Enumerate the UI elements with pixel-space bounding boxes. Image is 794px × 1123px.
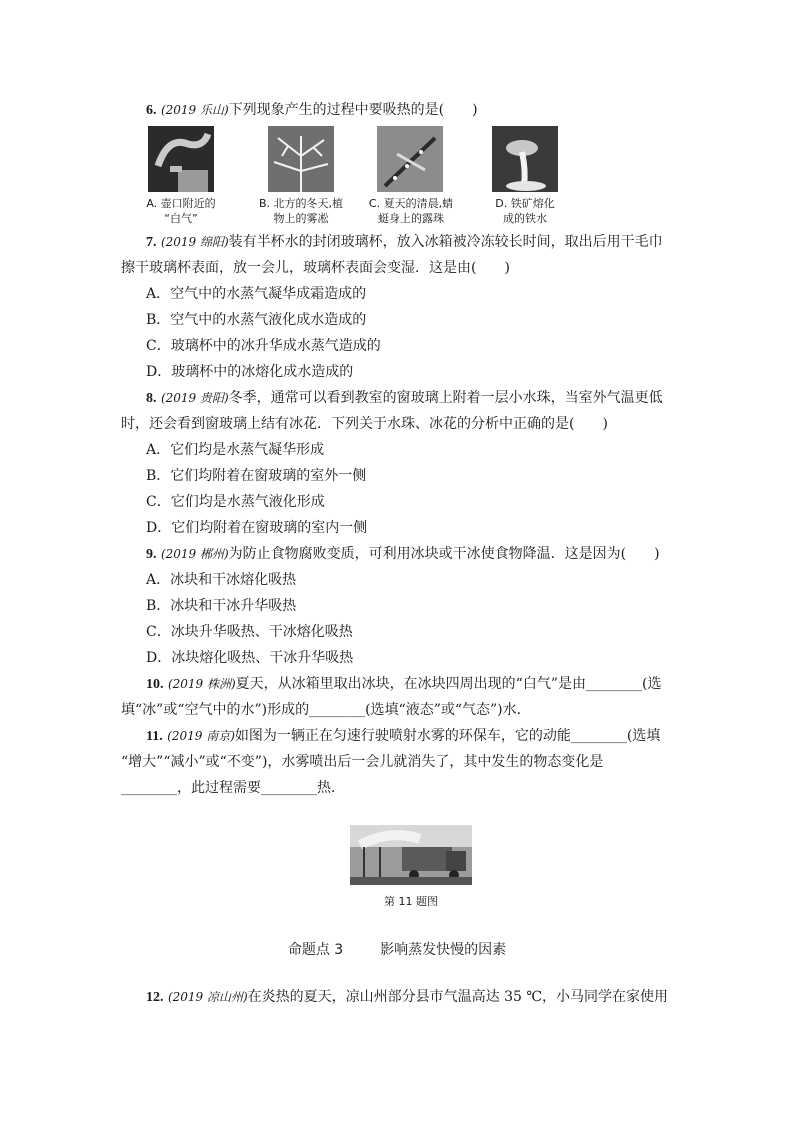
q6-option-d-caption bbox=[486, 196, 564, 226]
q6-option-a-line2: “白气” bbox=[164, 212, 198, 225]
q8-option-b: B．它们均附着在窗玻璃的室外一侧 bbox=[146, 468, 367, 484]
q12-text-line1: 在炎热的夏天，凉山州部分县市气温高达 35 ℃，小马同学在家使用 bbox=[247, 989, 669, 1005]
q7-source: (2019 绵阳) bbox=[160, 235, 229, 249]
q11-stem-line3: ________，此过程需要________热． bbox=[121, 780, 345, 796]
section-heading bbox=[0, 939, 794, 959]
q6-image-kettle-steam bbox=[148, 126, 214, 192]
q6-option-d-line2: 成的铁水 bbox=[503, 212, 547, 225]
q11-source: (2019 南京) bbox=[167, 729, 235, 743]
section-title: 影响蒸发快慢的因素 bbox=[380, 942, 507, 958]
q6-image-dragonfly-dew bbox=[377, 126, 443, 192]
q11-stem-line1 bbox=[146, 726, 660, 747]
q6-source: (2019 乐山) bbox=[160, 103, 229, 117]
q10-stem-line1 bbox=[146, 674, 661, 695]
q8-option-c: C．它们均是水蒸气液化形成 bbox=[146, 494, 325, 510]
q6-option-b-line2: 物上的雾凇 bbox=[273, 212, 329, 225]
q11-stem-line2: “增大”“减小”或“不变”)，水雾喷出后一会儿就消失了，其中发生的物态变化是 bbox=[121, 754, 604, 770]
q6-option-a-line1: A. 壶口附近的 bbox=[146, 197, 216, 210]
q11-image-spray-truck bbox=[350, 825, 472, 885]
q6-option-b-line1: B. 北方的冬天,植 bbox=[258, 197, 344, 210]
q7-option-a: A．空气中的水蒸气凝华成霜造成的 bbox=[146, 286, 367, 302]
q6-option-b-caption bbox=[252, 196, 350, 226]
q8-text-line1: 冬季，通常可以看到教室的窗玻璃上附着一层小水珠，当室外气温更低 bbox=[228, 390, 663, 406]
q6-image-molten-iron bbox=[492, 126, 558, 192]
q8-stem-line2: 时，还会看到窗玻璃上结有冰花．下列关于水珠、冰花的分析中正确的是( ) bbox=[121, 416, 608, 432]
q10-text-line1: 夏天，从冰箱里取出冰块，在冰块四周出现的“白气”是由________(选 bbox=[235, 676, 662, 692]
q10-stem-line2: 填“冰”或“空气中的水”)形成的________(选填“液态”或“气态”)水． bbox=[121, 702, 531, 718]
q10-number: 10. bbox=[146, 677, 164, 692]
q7-stem-line1 bbox=[146, 232, 663, 253]
q12-source: (2019 凉山州) bbox=[167, 990, 248, 1004]
q6-option-c-line1: C. 夏天的清晨,蜻 bbox=[368, 197, 454, 210]
q6-option-d-line1: D. 铁矿熔化 bbox=[495, 197, 555, 210]
q7-option-d: D．玻璃杯中的冰熔化成水造成的 bbox=[146, 364, 354, 380]
q6-number: 6. bbox=[146, 103, 157, 118]
q8-option-a: A．它们均是水蒸气凝华形成 bbox=[146, 442, 325, 458]
q9-text-line1: 为防止食物腐败变质，可利用冰块或干冰使食物降温．这是因为( ) bbox=[228, 546, 660, 562]
q6-option-a-caption bbox=[138, 196, 224, 226]
q8-stem-line1 bbox=[146, 388, 663, 409]
q7-text-line1: 装有半杯水的封闭玻璃杯，放入冰箱被冷冻较长时间，取出后用干毛巾 bbox=[228, 234, 663, 250]
q8-option-d: D．它们均附着在窗玻璃的室内一侧 bbox=[146, 520, 368, 536]
section-label: 命题点 3 bbox=[287, 942, 344, 958]
q6-text: 下列现象产生的过程中要吸热的是( ) bbox=[228, 102, 478, 118]
q9-stem bbox=[146, 544, 660, 565]
q6-image-rime bbox=[268, 126, 334, 192]
q8-number: 8. bbox=[146, 391, 157, 406]
q12-stem-line1 bbox=[146, 987, 668, 1008]
q6-option-c-caption bbox=[362, 196, 460, 226]
q9-number: 9. bbox=[146, 547, 157, 562]
q7-option-b: B．空气中的水蒸气液化成水造成的 bbox=[146, 312, 367, 328]
q7-stem-line2: 擦干玻璃杯表面，放一会儿，玻璃杯表面会变湿．这是由( ) bbox=[121, 260, 510, 276]
q11-number: 11. bbox=[146, 729, 163, 744]
q9-option-c: C．冰块升华吸热、干冰熔化吸热 bbox=[146, 624, 353, 640]
q12-number: 12. bbox=[146, 990, 164, 1005]
q10-source: (2019 株洲) bbox=[167, 677, 236, 691]
q6-option-c-line2: 蜓身上的露珠 bbox=[378, 212, 444, 225]
q11-text-line1: 如图为一辆正在匀速行驶喷射水雾的环保车，它的动能________(选填 bbox=[234, 728, 661, 744]
q11-figure-caption: 第 11 题图 bbox=[384, 895, 438, 908]
q8-source: (2019 贵阳) bbox=[160, 391, 229, 405]
q6-stem bbox=[146, 100, 478, 121]
q7-number: 7. bbox=[146, 235, 157, 250]
q9-option-a: A．冰块和干冰熔化吸热 bbox=[146, 572, 297, 588]
q9-option-d: D．冰块熔化吸热、干冰升华吸热 bbox=[146, 650, 354, 666]
q9-option-b: B．冰块和干冰升华吸热 bbox=[146, 598, 297, 614]
q7-option-c: C．玻璃杯中的冰升华成水蒸气造成的 bbox=[146, 338, 381, 354]
q9-source: (2019 郴州) bbox=[160, 547, 229, 561]
